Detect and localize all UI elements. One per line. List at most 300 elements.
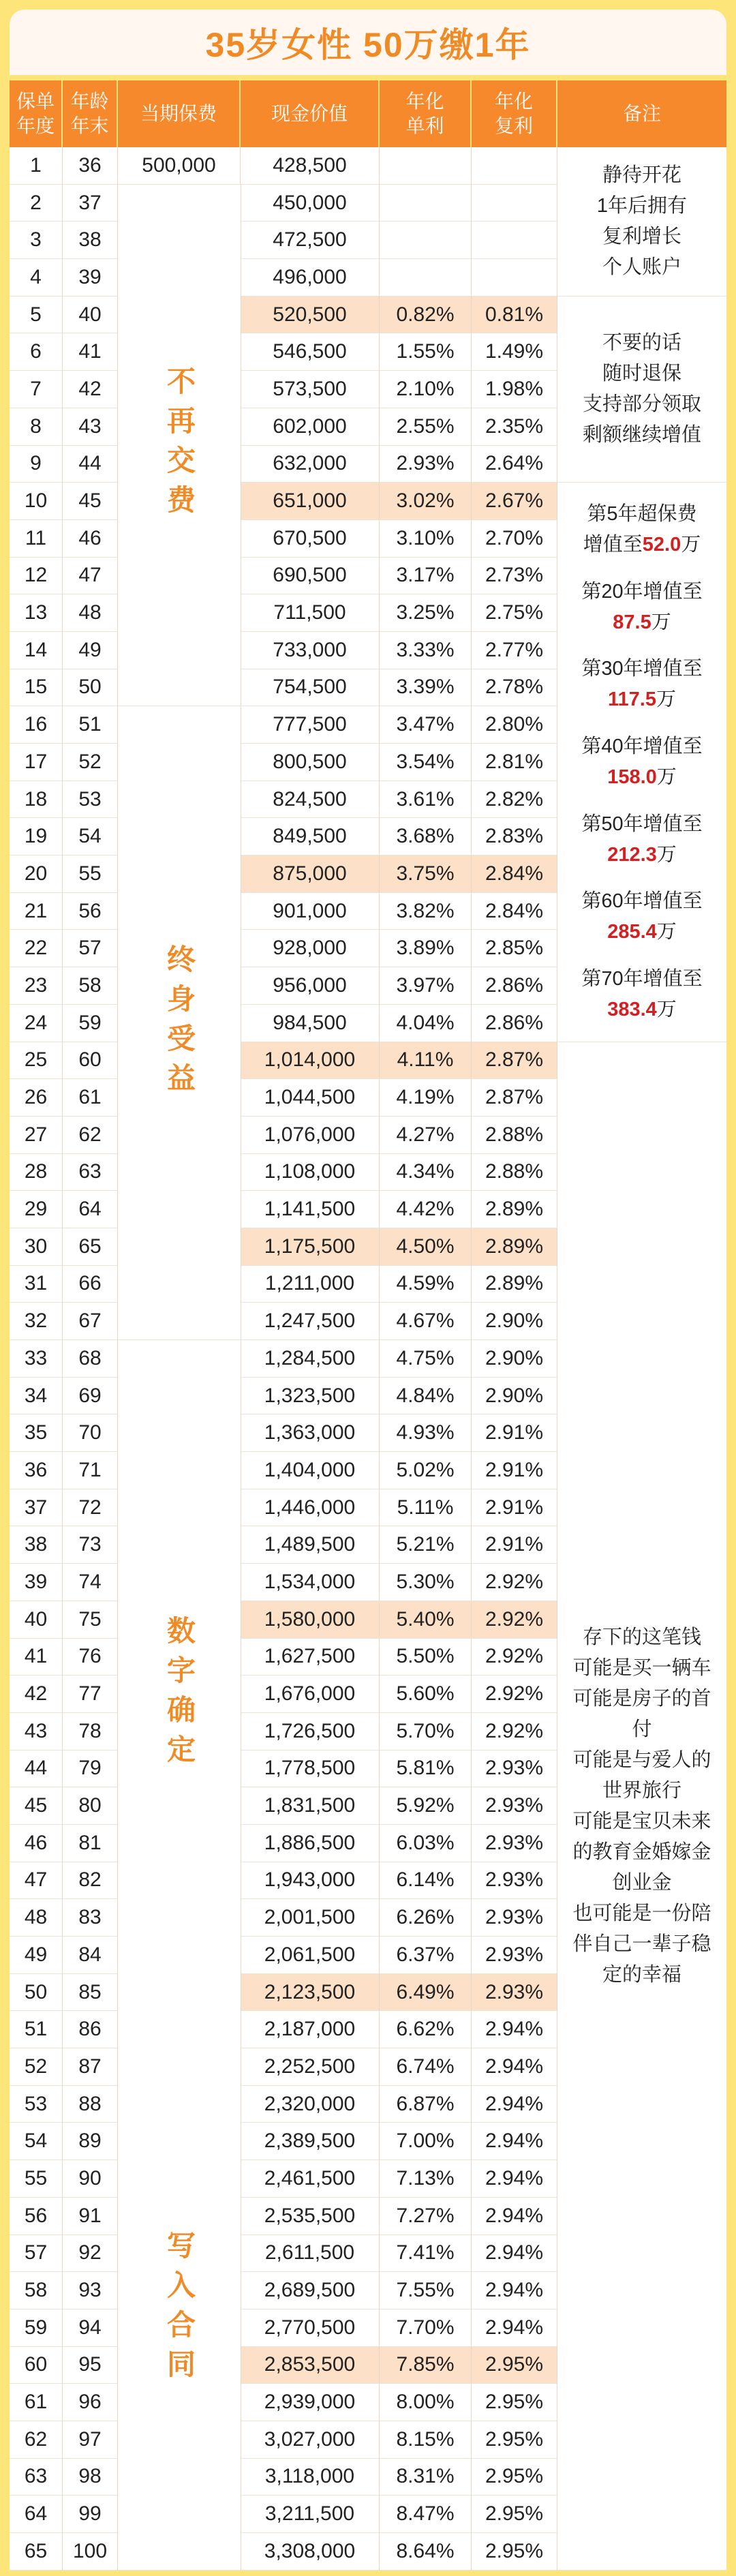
- cell-simple-rate: 3.47%: [380, 706, 472, 744]
- milestone-value: 87.5: [613, 611, 651, 633]
- cell-policy-year: 11: [10, 520, 63, 558]
- label-lifetime-benefit: 终身受益: [164, 943, 196, 1102]
- cell-cash-value: 824,500: [241, 781, 380, 819]
- cell-cash-value: 901,000: [241, 893, 380, 930]
- cell-cash-value: 651,000: [241, 483, 380, 520]
- cell-age: 53: [63, 781, 118, 819]
- cell-age: 68: [63, 1340, 118, 1378]
- cell-simple-rate: 0.82%: [380, 297, 472, 334]
- cell-compound-rate: 1.98%: [472, 371, 557, 408]
- cell-compound-rate: 2.67%: [472, 483, 557, 520]
- cell-age: 92: [63, 2235, 118, 2273]
- cell-age: 84: [63, 1937, 118, 1974]
- cell-simple-rate: 4.93%: [380, 1414, 472, 1452]
- growth-milestone: [581, 886, 702, 948]
- cell-simple-rate: 8.15%: [380, 2421, 472, 2459]
- cell-simple-rate: 2.55%: [380, 408, 472, 446]
- cell-simple-rate: 7.41%: [380, 2235, 472, 2273]
- cell-age: 81: [63, 1825, 118, 1862]
- cell-simple-rate: 7.55%: [380, 2272, 472, 2309]
- cell-simple-rate: 4.75%: [380, 1340, 472, 1378]
- cell-compound-rate: 2.91%: [472, 1489, 557, 1527]
- cell-cash-value: 1,580,000: [241, 1601, 380, 1639]
- cell-compound-rate: 2.95%: [472, 2421, 557, 2459]
- cell-policy-year: 65: [10, 2533, 63, 2571]
- milestone-value-line: [583, 530, 701, 560]
- note-line: 创业金: [612, 1871, 672, 1894]
- cell-age: 66: [63, 1266, 118, 1303]
- cell-simple-rate: 2.93%: [380, 446, 472, 483]
- cell-cash-value: 472,500: [241, 222, 380, 259]
- cell-simple-rate: 3.33%: [380, 632, 472, 669]
- cell-cash-value: 2,123,500: [241, 1974, 380, 2012]
- cell-compound-rate: 2.88%: [472, 1117, 557, 1154]
- cell-policy-year: 57: [10, 2235, 63, 2273]
- milestone-label: 第5年超保费: [587, 502, 697, 525]
- cell-age: 86: [63, 2011, 118, 2048]
- cell-policy-year: 47: [10, 1862, 63, 1900]
- cell-compound-rate: 2.86%: [472, 1005, 557, 1042]
- cell-age: 57: [63, 930, 118, 967]
- milestone-value-line: [581, 607, 702, 638]
- cell-age: 82: [63, 1862, 118, 1900]
- cell-age: 99: [63, 2496, 118, 2533]
- cell-policy-year: 44: [10, 1751, 63, 1788]
- cell-compound-rate: 2.78%: [472, 669, 557, 707]
- cell-simple-rate: 3.25%: [380, 594, 472, 632]
- cell-compound-rate: 2.91%: [472, 1526, 557, 1564]
- cell-cash-value: 984,500: [241, 1005, 380, 1042]
- cell-simple-rate: 3.02%: [380, 483, 472, 520]
- cell-age: 85: [63, 1974, 118, 2012]
- cell-cash-value: 602,000: [241, 408, 380, 446]
- cell-age: 37: [63, 185, 118, 222]
- cell-age: 71: [63, 1452, 118, 1489]
- cell-policy-year: 28: [10, 1154, 63, 1192]
- cell-policy-year: 43: [10, 1713, 63, 1751]
- cell-compound-rate: 2.70%: [472, 520, 557, 558]
- cell-cash-value: 928,000: [241, 930, 380, 967]
- cell-compound-rate: 2.81%: [472, 744, 557, 781]
- cell-age: 45: [63, 483, 118, 520]
- cell-age: 59: [63, 1005, 118, 1042]
- cell-policy-year: 31: [10, 1266, 63, 1303]
- header-notes: 备注: [557, 80, 726, 147]
- cell-compound-rate: 2.80%: [472, 706, 557, 744]
- note-line: 付: [632, 1718, 652, 1740]
- cell-age: 79: [63, 1751, 118, 1788]
- cell-cash-value: 1,363,000: [241, 1414, 380, 1452]
- milestone-label: 第70年增值至: [581, 968, 703, 990]
- cell-policy-year: 12: [10, 558, 63, 595]
- cell-age: 56: [63, 893, 118, 930]
- cell-cash-value: 2,001,500: [241, 1899, 380, 1937]
- growth-milestone: [581, 731, 702, 793]
- cell-cash-value: 520,500: [241, 297, 380, 334]
- note-block-wait: [557, 147, 726, 296]
- cell-cash-value: 2,611,500: [241, 2235, 380, 2273]
- cell-cash-value: 1,404,000: [241, 1452, 380, 1489]
- cell-policy-year: 35: [10, 1414, 63, 1452]
- cell-simple-rate: 6.37%: [380, 1937, 472, 1974]
- cell-compound-rate: 2.64%: [472, 446, 557, 483]
- cell-cash-value: 3,308,000: [241, 2533, 380, 2571]
- cell-policy-year: 48: [10, 1899, 63, 1937]
- cell-policy-year: 46: [10, 1825, 63, 1862]
- cell-simple-rate: 4.84%: [380, 1378, 472, 1415]
- milestone-value-line: [581, 995, 702, 1025]
- cell-cash-value: 1,141,500: [241, 1191, 380, 1228]
- cell-age: 94: [63, 2309, 118, 2347]
- cell-cash-value: 1,489,500: [241, 1526, 380, 1564]
- milestone-value: 285.4: [607, 921, 657, 943]
- cell-compound-rate: 2.83%: [472, 818, 557, 855]
- cell-age: 91: [63, 2198, 118, 2235]
- milestone-value-line: [581, 684, 702, 715]
- cell-compound-rate: 2.90%: [472, 1303, 557, 1340]
- cell-policy-year: 36: [10, 1452, 63, 1489]
- cell-cash-value: 711,500: [241, 594, 380, 632]
- cell-cash-value: 1,323,500: [241, 1378, 380, 1415]
- cell-compound-rate: 2.94%: [472, 2309, 557, 2347]
- cell-policy-year: 24: [10, 1005, 63, 1042]
- cell-policy-year: 50: [10, 1974, 63, 2012]
- header-age: 年龄 年末: [63, 80, 118, 147]
- cell-cash-value: 3,027,000: [241, 2421, 380, 2459]
- cell-age: 90: [63, 2160, 118, 2198]
- cell-compound-rate: 2.95%: [472, 2459, 557, 2496]
- cell-simple-rate: 7.85%: [380, 2347, 472, 2384]
- cell-policy-year: 22: [10, 930, 63, 967]
- label-fixed-numbers: 数字确定: [164, 1615, 196, 1774]
- cell-simple-rate: 5.50%: [380, 1639, 472, 1676]
- cell-cash-value: 2,061,500: [241, 1937, 380, 1974]
- cell-policy-year: 4: [10, 259, 63, 297]
- cell-simple-rate: 4.50%: [380, 1228, 472, 1266]
- milestone-label: 第20年增值至: [581, 580, 703, 603]
- cell-compound-rate: 2.86%: [472, 967, 557, 1005]
- cell-simple-rate: 5.70%: [380, 1713, 472, 1751]
- cash-value-table: [10, 147, 726, 2571]
- cell-compound-rate: 2.75%: [472, 594, 557, 632]
- cell-simple-rate: 5.92%: [380, 1787, 472, 1825]
- cell-compound-rate: 2.94%: [472, 2198, 557, 2235]
- cell-compound-rate: 2.94%: [472, 2011, 557, 2048]
- cell-compound-rate: 2.94%: [472, 2048, 557, 2086]
- cell-age: 48: [63, 594, 118, 632]
- cell-age: 62: [63, 1117, 118, 1154]
- cell-compound-rate: 2.95%: [472, 2533, 557, 2571]
- growth-milestone: [581, 809, 702, 870]
- milestone-value-line: [581, 840, 702, 870]
- cell-policy-year: 3: [10, 222, 63, 259]
- cell-age: 36: [63, 147, 118, 185]
- milestone-label: 第50年增值至: [581, 813, 703, 835]
- cell-compound-rate: 2.92%: [472, 1713, 557, 1751]
- cell-simple-rate: 5.30%: [380, 1564, 472, 1601]
- cell-policy-year: 60: [10, 2347, 63, 2384]
- cell-policy-year: 64: [10, 2496, 63, 2533]
- cell-simple-rate: 3.39%: [380, 669, 472, 707]
- cell-age: 52: [63, 744, 118, 781]
- cell-simple-rate: 5.60%: [380, 1676, 472, 1713]
- cell-policy-year: 37: [10, 1489, 63, 1527]
- cell-cash-value: 1,534,000: [241, 1564, 380, 1601]
- cell-policy-year: 51: [10, 2011, 63, 2048]
- cell-age: 89: [63, 2123, 118, 2160]
- cell-compound-rate: 2.91%: [472, 1414, 557, 1452]
- cell-age: 98: [63, 2459, 118, 2496]
- growth-milestone: [583, 499, 701, 560]
- cell-cash-value: 849,500: [241, 818, 380, 855]
- cell-age: 76: [63, 1639, 118, 1676]
- cell-age: 42: [63, 371, 118, 408]
- note-line: 静待开花: [602, 164, 681, 186]
- cell-simple-rate: 1.55%: [380, 333, 472, 371]
- milestone-unit: 万: [656, 843, 677, 866]
- cell-policy-year: 39: [10, 1564, 63, 1601]
- cell-age: 88: [63, 2086, 118, 2123]
- cell-simple-rate: 4.19%: [380, 1079, 472, 1117]
- note-line: 随时退保: [602, 363, 681, 385]
- cell-compound-rate: 0.81%: [472, 297, 557, 334]
- cell-compound-rate: [472, 185, 557, 222]
- cell-age: 87: [63, 2048, 118, 2086]
- note-line: 也可能是一份陪: [572, 1902, 711, 1924]
- milestone-value: 383.4: [607, 999, 657, 1021]
- cell-simple-rate: [380, 185, 472, 222]
- title-bar: [10, 10, 726, 75]
- milestone-unit: 万: [656, 921, 677, 943]
- cell-compound-rate: 2.93%: [472, 1751, 557, 1788]
- cell-simple-rate: [380, 222, 472, 259]
- cell-policy-year: 49: [10, 1937, 63, 1974]
- milestone-label: 第30年增值至: [581, 658, 703, 680]
- cell-age: 46: [63, 520, 118, 558]
- header-simple-rate: 年化 单利: [380, 80, 472, 147]
- cell-age: 93: [63, 2272, 118, 2309]
- cell-compound-rate: [472, 259, 557, 297]
- cell-compound-rate: 2.94%: [472, 2086, 557, 2123]
- cell-policy-year: 45: [10, 1787, 63, 1825]
- cell-compound-rate: 2.85%: [472, 930, 557, 967]
- cell-policy-year: 15: [10, 669, 63, 707]
- milestone-value: 212.3: [607, 843, 657, 866]
- cell-age: 61: [63, 1079, 118, 1117]
- cell-policy-year: 30: [10, 1228, 63, 1266]
- cell-simple-rate: 7.00%: [380, 2123, 472, 2160]
- cell-cash-value: 1,446,000: [241, 1489, 380, 1527]
- milestone-value: 117.5: [607, 688, 656, 711]
- cell-cash-value: 2,187,000: [241, 2011, 380, 2048]
- cell-cash-value: 1,627,500: [241, 1639, 380, 1676]
- cell-simple-rate: 4.67%: [380, 1303, 472, 1340]
- cell-cash-value: 733,000: [241, 632, 380, 669]
- cell-policy-year: 29: [10, 1191, 63, 1228]
- cell-cash-value: 573,500: [241, 371, 380, 408]
- cell-policy-year: 54: [10, 2123, 63, 2160]
- cell-age: 60: [63, 1042, 118, 1080]
- cell-cash-value: 1,076,000: [241, 1117, 380, 1154]
- cell-compound-rate: 2.90%: [472, 1378, 557, 1415]
- milestone-unit: 万: [656, 688, 676, 711]
- cell-policy-year: 53: [10, 2086, 63, 2123]
- cell-simple-rate: 6.49%: [380, 1974, 472, 2012]
- cell-simple-rate: [380, 147, 472, 185]
- cell-age: 41: [63, 333, 118, 371]
- cell-simple-rate: 3.97%: [380, 967, 472, 1005]
- growth-milestone: [581, 964, 702, 1025]
- cell-cash-value: 1,044,500: [241, 1079, 380, 1117]
- header-compound-rate: 年化 复利: [472, 80, 557, 147]
- cell-simple-rate: 3.17%: [380, 558, 472, 595]
- cell-age: 58: [63, 967, 118, 1005]
- cell-cash-value: 800,500: [241, 744, 380, 781]
- milestone-value-line: [581, 917, 702, 948]
- cell-compound-rate: 2.95%: [472, 2347, 557, 2384]
- note-line: 不要的话: [602, 332, 681, 354]
- cell-simple-rate: 4.04%: [380, 1005, 472, 1042]
- cell-compound-rate: 2.89%: [472, 1266, 557, 1303]
- cell-simple-rate: 6.03%: [380, 1825, 472, 1862]
- cell-age: 75: [63, 1601, 118, 1639]
- cell-policy-year: 25: [10, 1042, 63, 1080]
- premium-merged-cell: [118, 707, 241, 1340]
- cell-cash-value: 1,778,500: [241, 1751, 380, 1788]
- growth-milestone: [581, 577, 702, 638]
- cell-simple-rate: 3.10%: [380, 520, 472, 558]
- cell-compound-rate: 2.92%: [472, 1676, 557, 1713]
- cell-premium: 500,000: [118, 147, 241, 185]
- cell-policy-year: 61: [10, 2384, 63, 2421]
- cell-policy-year: 2: [10, 185, 63, 222]
- cell-age: 38: [63, 222, 118, 259]
- cell-compound-rate: 2.93%: [472, 1825, 557, 1862]
- cell-simple-rate: 3.89%: [380, 930, 472, 967]
- cell-simple-rate: 3.68%: [380, 818, 472, 855]
- cell-policy-year: 13: [10, 594, 63, 632]
- cell-age: 64: [63, 1191, 118, 1228]
- cell-cash-value: 632,000: [241, 446, 380, 483]
- cell-policy-year: 18: [10, 781, 63, 819]
- label-no-more-premium: 不再交费: [164, 366, 196, 525]
- header-cash-value: 现金价值: [241, 80, 380, 147]
- note-line: 定的幸福: [602, 1963, 681, 1986]
- note-line: 复利增长: [602, 225, 681, 247]
- cell-cash-value: 690,500: [241, 558, 380, 595]
- cell-simple-rate: 8.00%: [380, 2384, 472, 2421]
- cell-age: 44: [63, 446, 118, 483]
- cell-cash-value: 2,252,500: [241, 2048, 380, 2086]
- cell-cash-value: 2,535,500: [241, 2198, 380, 2235]
- cell-cash-value: 1,211,000: [241, 1266, 380, 1303]
- cell-age: 74: [63, 1564, 118, 1601]
- cell-policy-year: 8: [10, 408, 63, 446]
- cell-compound-rate: 2.94%: [472, 2235, 557, 2273]
- cell-age: 77: [63, 1676, 118, 1713]
- cell-compound-rate: 2.93%: [472, 1937, 557, 1974]
- cell-policy-year: 1: [10, 147, 63, 185]
- cell-cash-value: 428,500: [241, 147, 380, 185]
- cell-policy-year: 52: [10, 2048, 63, 2086]
- cell-cash-value: 546,500: [241, 333, 380, 371]
- cell-age: 55: [63, 855, 118, 893]
- cell-policy-year: 17: [10, 744, 63, 781]
- cell-simple-rate: 4.59%: [380, 1266, 472, 1303]
- cell-policy-year: 40: [10, 1601, 63, 1639]
- milestone-prefix: 增值至: [583, 533, 643, 556]
- cell-policy-year: 55: [10, 2160, 63, 2198]
- cell-policy-year: 59: [10, 2309, 63, 2347]
- cell-compound-rate: 2.95%: [472, 2496, 557, 2533]
- cell-simple-rate: 7.13%: [380, 2160, 472, 2198]
- milestone-label: 第40年增值至: [581, 736, 703, 758]
- cell-simple-rate: 5.40%: [380, 1601, 472, 1639]
- premium-merged-cell: [118, 1340, 241, 2048]
- cell-cash-value: 2,689,500: [241, 2272, 380, 2309]
- cell-cash-value: 2,853,500: [241, 2347, 380, 2384]
- cell-compound-rate: 2.93%: [472, 1862, 557, 1900]
- cell-compound-rate: [472, 147, 557, 185]
- note-line: 的教育金婚嫁金: [572, 1840, 711, 1863]
- cell-policy-year: 42: [10, 1676, 63, 1713]
- cell-simple-rate: 6.14%: [380, 1862, 472, 1900]
- cell-compound-rate: 2.93%: [472, 1787, 557, 1825]
- premium-merged-cell: [118, 2049, 241, 2571]
- cell-age: 63: [63, 1154, 118, 1192]
- header-premium: 当期保费: [118, 80, 241, 147]
- cell-policy-year: 33: [10, 1340, 63, 1378]
- cell-simple-rate: 7.27%: [380, 2198, 472, 2235]
- cell-age: 73: [63, 1526, 118, 1564]
- cell-policy-year: 32: [10, 1303, 63, 1340]
- cell-compound-rate: 2.87%: [472, 1042, 557, 1080]
- page-title: 35岁女性 50万缴1年: [205, 26, 531, 64]
- cell-cash-value: 754,500: [241, 669, 380, 707]
- cell-cash-value: 2,461,500: [241, 2160, 380, 2198]
- cell-age: 50: [63, 669, 118, 707]
- note-line: 支持部分领取: [582, 393, 701, 416]
- cell-simple-rate: [380, 259, 472, 297]
- cell-simple-rate: 6.26%: [380, 1899, 472, 1937]
- note-line: 剩额继续增值: [582, 424, 701, 446]
- cell-compound-rate: 2.94%: [472, 2272, 557, 2309]
- note-line: 可能是与爱人的: [572, 1748, 711, 1771]
- cell-policy-year: 23: [10, 967, 63, 1005]
- cell-simple-rate: 5.11%: [380, 1489, 472, 1527]
- milestone-value: 52.0: [642, 533, 681, 556]
- cell-cash-value: 1,726,500: [241, 1713, 380, 1751]
- milestone-unit: 万: [681, 533, 701, 556]
- cell-policy-year: 9: [10, 446, 63, 483]
- cell-compound-rate: 2.89%: [472, 1191, 557, 1228]
- cell-age: 67: [63, 1303, 118, 1340]
- cell-cash-value: 3,118,000: [241, 2459, 380, 2496]
- cell-compound-rate: 2.92%: [472, 1601, 557, 1639]
- cell-age: 40: [63, 297, 118, 334]
- cell-simple-rate: 3.61%: [380, 781, 472, 819]
- cell-compound-rate: 2.82%: [472, 781, 557, 819]
- cell-policy-year: 19: [10, 818, 63, 855]
- note-line: 可能是房子的首: [572, 1687, 711, 1710]
- milestone-label: 第60年增值至: [581, 890, 703, 913]
- cell-compound-rate: [472, 222, 557, 259]
- cell-simple-rate: 4.34%: [380, 1154, 472, 1192]
- cell-simple-rate: 3.82%: [380, 893, 472, 930]
- cell-cash-value: 2,770,500: [241, 2309, 380, 2347]
- cell-cash-value: 1,676,000: [241, 1676, 380, 1713]
- milestone-value-line: [581, 762, 702, 793]
